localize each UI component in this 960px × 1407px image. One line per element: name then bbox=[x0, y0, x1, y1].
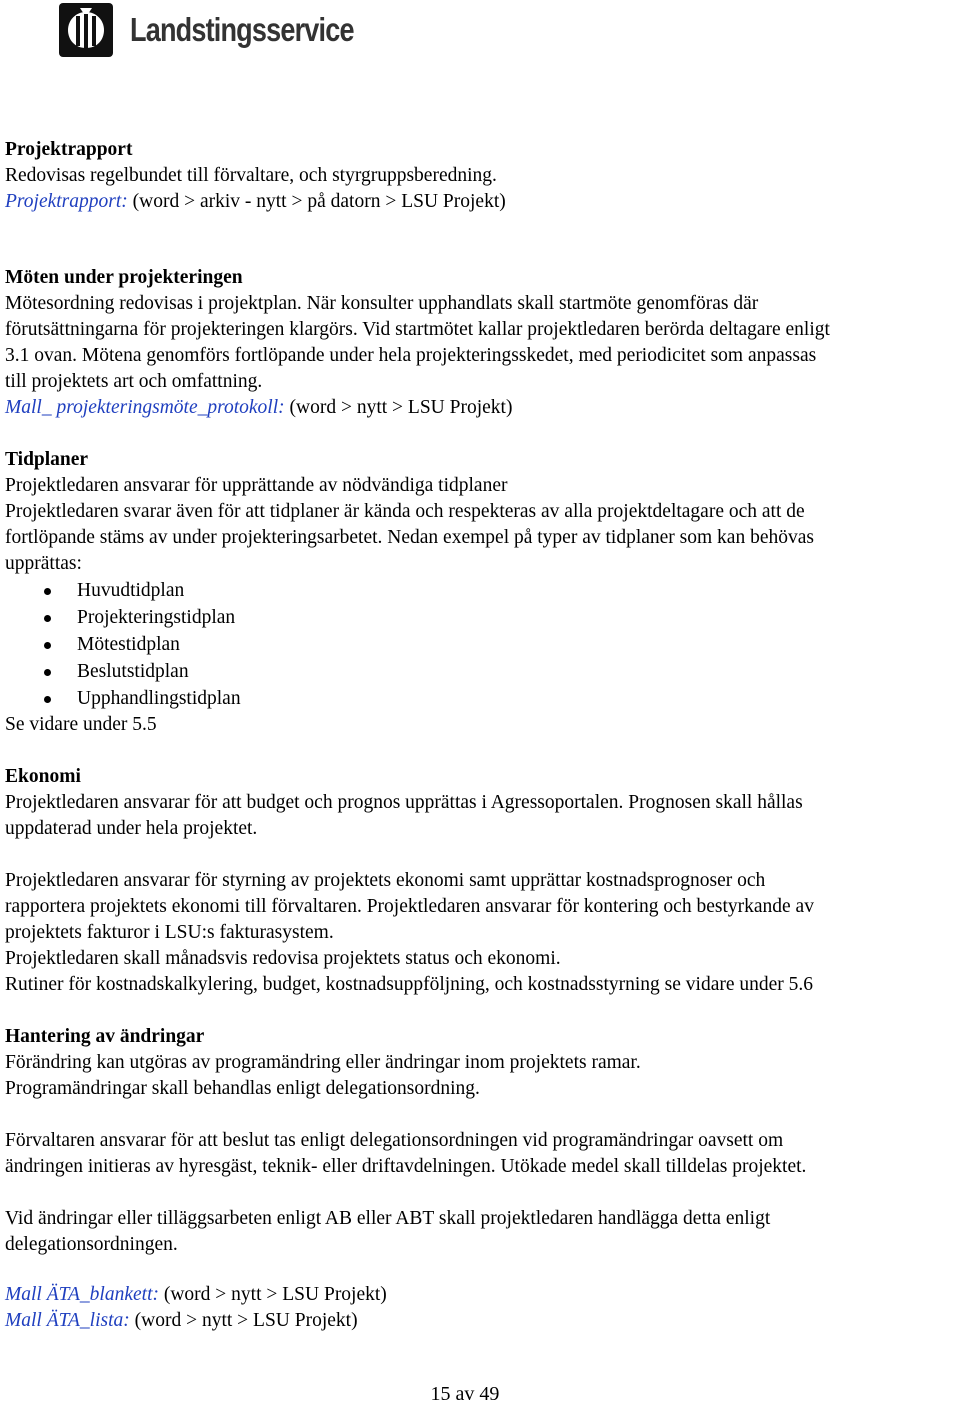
template-path: (word > nytt > LSU Projekt) bbox=[158, 1284, 387, 1305]
list-item: Projekteringstidplan bbox=[5, 604, 957, 631]
template-reference bbox=[5, 1282, 957, 1308]
section-heading-ekonomi: Ekonomi bbox=[5, 766, 81, 787]
spacer bbox=[5, 215, 957, 241]
spacer bbox=[5, 998, 957, 1024]
paragraph-line: Projektledaren ansvarar för att budget och prognos upprättas i Agressoportalen. Prognosen skall hållas bbox=[5, 792, 803, 813]
paragraph-line: Projektledaren ansvarar för upprättande av nödvändiga tidplaner bbox=[5, 475, 508, 496]
list-item: Beslutstidplan bbox=[5, 658, 957, 685]
spacer bbox=[5, 241, 957, 265]
spacer bbox=[5, 1180, 957, 1206]
spacer bbox=[5, 1102, 957, 1128]
document-body bbox=[5, 137, 957, 1334]
paragraph-line: till projektets art och omfattning. bbox=[5, 371, 263, 392]
template-path: (word > arkiv - nytt > på datorn > LSU Projekt) bbox=[127, 191, 506, 212]
paragraph: Se vidare under 5.5 bbox=[5, 714, 157, 735]
template-path: (word > nytt > LSU Projekt) bbox=[129, 1310, 358, 1331]
spacer bbox=[5, 421, 957, 447]
template-link-projekteringsmote[interactable]: Mall_ projekteringsmöte_protokoll: bbox=[5, 397, 285, 418]
paragraph-line: projektets fakturor i LSU:s fakturasystem. bbox=[5, 922, 334, 943]
paragraph-line: 3.1 ovan. Mötena genomförs fortlöpande under hela projekteringsskedet, med periodicitet som anpassas bbox=[5, 345, 817, 366]
paragraph-line: ändringen initieras av hyresgäst, teknik- eller driftavdelningen. Utökade medel skall tilldelas projektet. bbox=[5, 1156, 807, 1177]
spacer bbox=[5, 738, 957, 764]
section-heading-moten: Möten under projekteringen bbox=[5, 267, 243, 288]
paragraph-line: Projektledaren ansvarar för styrning av projektets ekonomi samt upprättar kostnadsprognoser och bbox=[5, 870, 766, 891]
list-item: Upphandlingstidplan bbox=[5, 685, 957, 712]
paragraph-line: Projektledaren skall månadsvis redovisa projektets status och ekonomi. bbox=[5, 948, 561, 969]
paragraph-line: delegationsordningen. bbox=[5, 1234, 178, 1255]
paragraph-line: fortlöpande stäms av under projekteringsarbetet. Nedan exempel på typer av tidplaner som kan behövas bbox=[5, 527, 814, 548]
paragraph-line: Vid ändringar eller tilläggsarbeten enligt AB eller ABT skall projektledaren handlägga detta enligt bbox=[5, 1208, 771, 1229]
page-number: 15 av 49 bbox=[430, 1383, 500, 1405]
paragraph-line: rapportera projektets ekonomi till förvaltaren. Projektledaren ansvarar för kontering och bestyrkande av bbox=[5, 896, 814, 917]
template-path: (word > nytt > LSU Projekt) bbox=[284, 397, 513, 418]
spacer bbox=[5, 1258, 957, 1282]
paragraph-line: Rutiner för kostnadskalkylering, budget, kostnadsuppföljning, och kostnadsstyrning se vidare under 5.6 bbox=[5, 974, 814, 995]
template-link-projektrapport[interactable]: Projektrapport: bbox=[5, 191, 128, 212]
section-heading-tidplaner: Tidplaner bbox=[5, 449, 89, 470]
template-link-ata-blankett[interactable]: Mall ÄTA_blankett: bbox=[5, 1284, 159, 1305]
list-item: Mötestidplan bbox=[5, 631, 957, 658]
section-heading-projektrapport: Projektrapport bbox=[5, 139, 133, 160]
list-item: Huvudtidplan bbox=[5, 577, 957, 604]
paragraph-line: upprättas: bbox=[5, 553, 82, 574]
spacer bbox=[5, 842, 957, 868]
paragraph-line: förutsättningarna för projekteringen klargörs. Vid startmötet kallar projektledaren berörda deltagare enligt bbox=[5, 319, 830, 340]
paragraph-line: Mötesordning redovisas i projektplan. När konsulter upphandlats skall startmöte genomföras där bbox=[5, 293, 759, 314]
paragraph-line: Projektledaren svarar även för att tidplaner är kända och respekteras av alla projektdeltagare och att de bbox=[5, 501, 805, 522]
tidplan-list bbox=[5, 577, 957, 712]
template-reference bbox=[5, 395, 957, 421]
paragraph: Redovisas regelbundet till förvaltare, och styrgruppsberedning. bbox=[5, 165, 497, 186]
paragraph-line: Förvaltaren ansvarar för att beslut tas enligt delegationsordningen vid programändringar oavsett om bbox=[5, 1130, 784, 1151]
template-reference bbox=[5, 189, 957, 215]
paragraph-line: Programändringar skall behandlas enligt delegationsordning. bbox=[5, 1078, 480, 1099]
template-reference bbox=[5, 1308, 957, 1334]
logo bbox=[58, 2, 403, 58]
paragraph-line: uppdaterad under hela projektet. bbox=[5, 818, 258, 839]
template-link-ata-lista[interactable]: Mall ÄTA_lista: bbox=[5, 1310, 130, 1331]
logo-text: Landstingsservice bbox=[130, 11, 354, 48]
paragraph-line: Förändring kan utgöras av programändring eller ändringar inom projektets ramar. bbox=[5, 1052, 641, 1073]
landstingsservice-logo-icon bbox=[58, 2, 114, 58]
section-heading-andringar: Hantering av ändringar bbox=[5, 1026, 205, 1047]
